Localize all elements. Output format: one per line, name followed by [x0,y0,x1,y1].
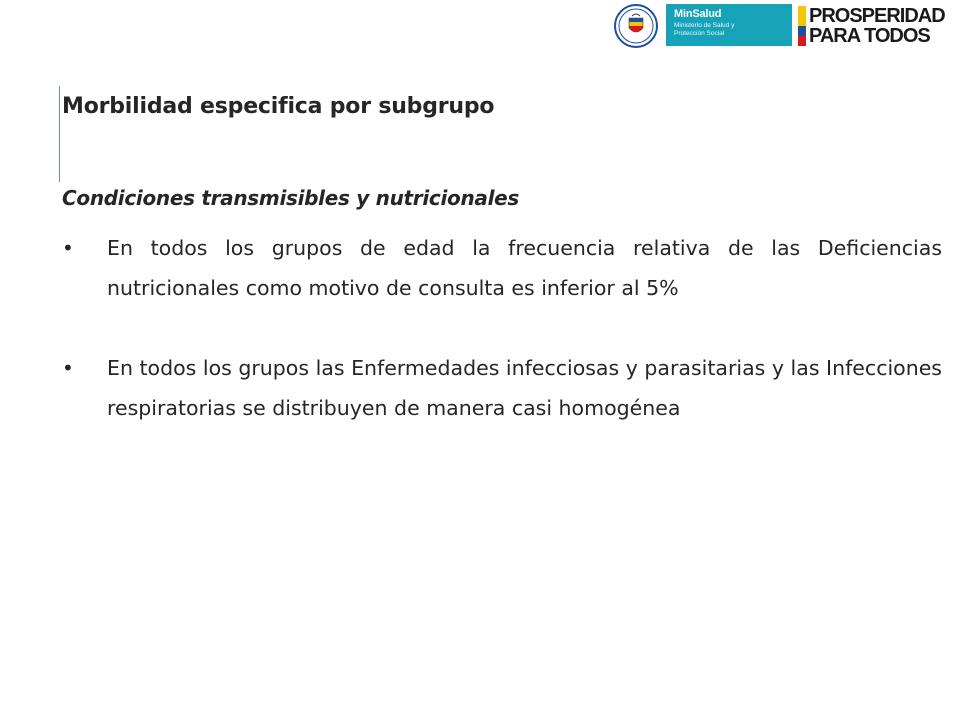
bullet-item [62,348,942,428]
prosperidad-line-2: PARA TODOS [809,25,930,47]
header-logos [610,2,956,48]
colombia-coat-of-arms-icon [614,4,658,48]
slide-title: Morbilidad especifica por subgrupo [62,94,495,119]
prosperidad-line-1: PROSPERIDAD [809,5,945,27]
minsalud-subtitle: Ministerio de Salud y Protección Social [674,22,735,37]
bullet-point-icon: • [62,236,74,260]
minsalud-title: MinSalud [674,8,722,20]
bullet-list [62,228,942,428]
section-heading: Condiciones transmisibles y nutricionales [62,186,520,210]
minsalud-logo [666,4,792,46]
bullet-text: En todos los grupos de edad la frecuencia relativa de las Deficiencias nutricionales como motivo de consulta es inferior al 5% [107,236,942,300]
bullet-point-icon: • [62,356,74,380]
colombia-flag-bar [798,6,806,46]
prosperidad-para-todos-logo [798,4,958,48]
title-accent-line [59,86,60,182]
bullet-item [62,228,942,308]
bullet-text: En todos los grupos las Enfermedades infecciosas y parasitarias y las Infecciones respiratorias se distribuyen de manera casi homogénea [107,356,942,420]
